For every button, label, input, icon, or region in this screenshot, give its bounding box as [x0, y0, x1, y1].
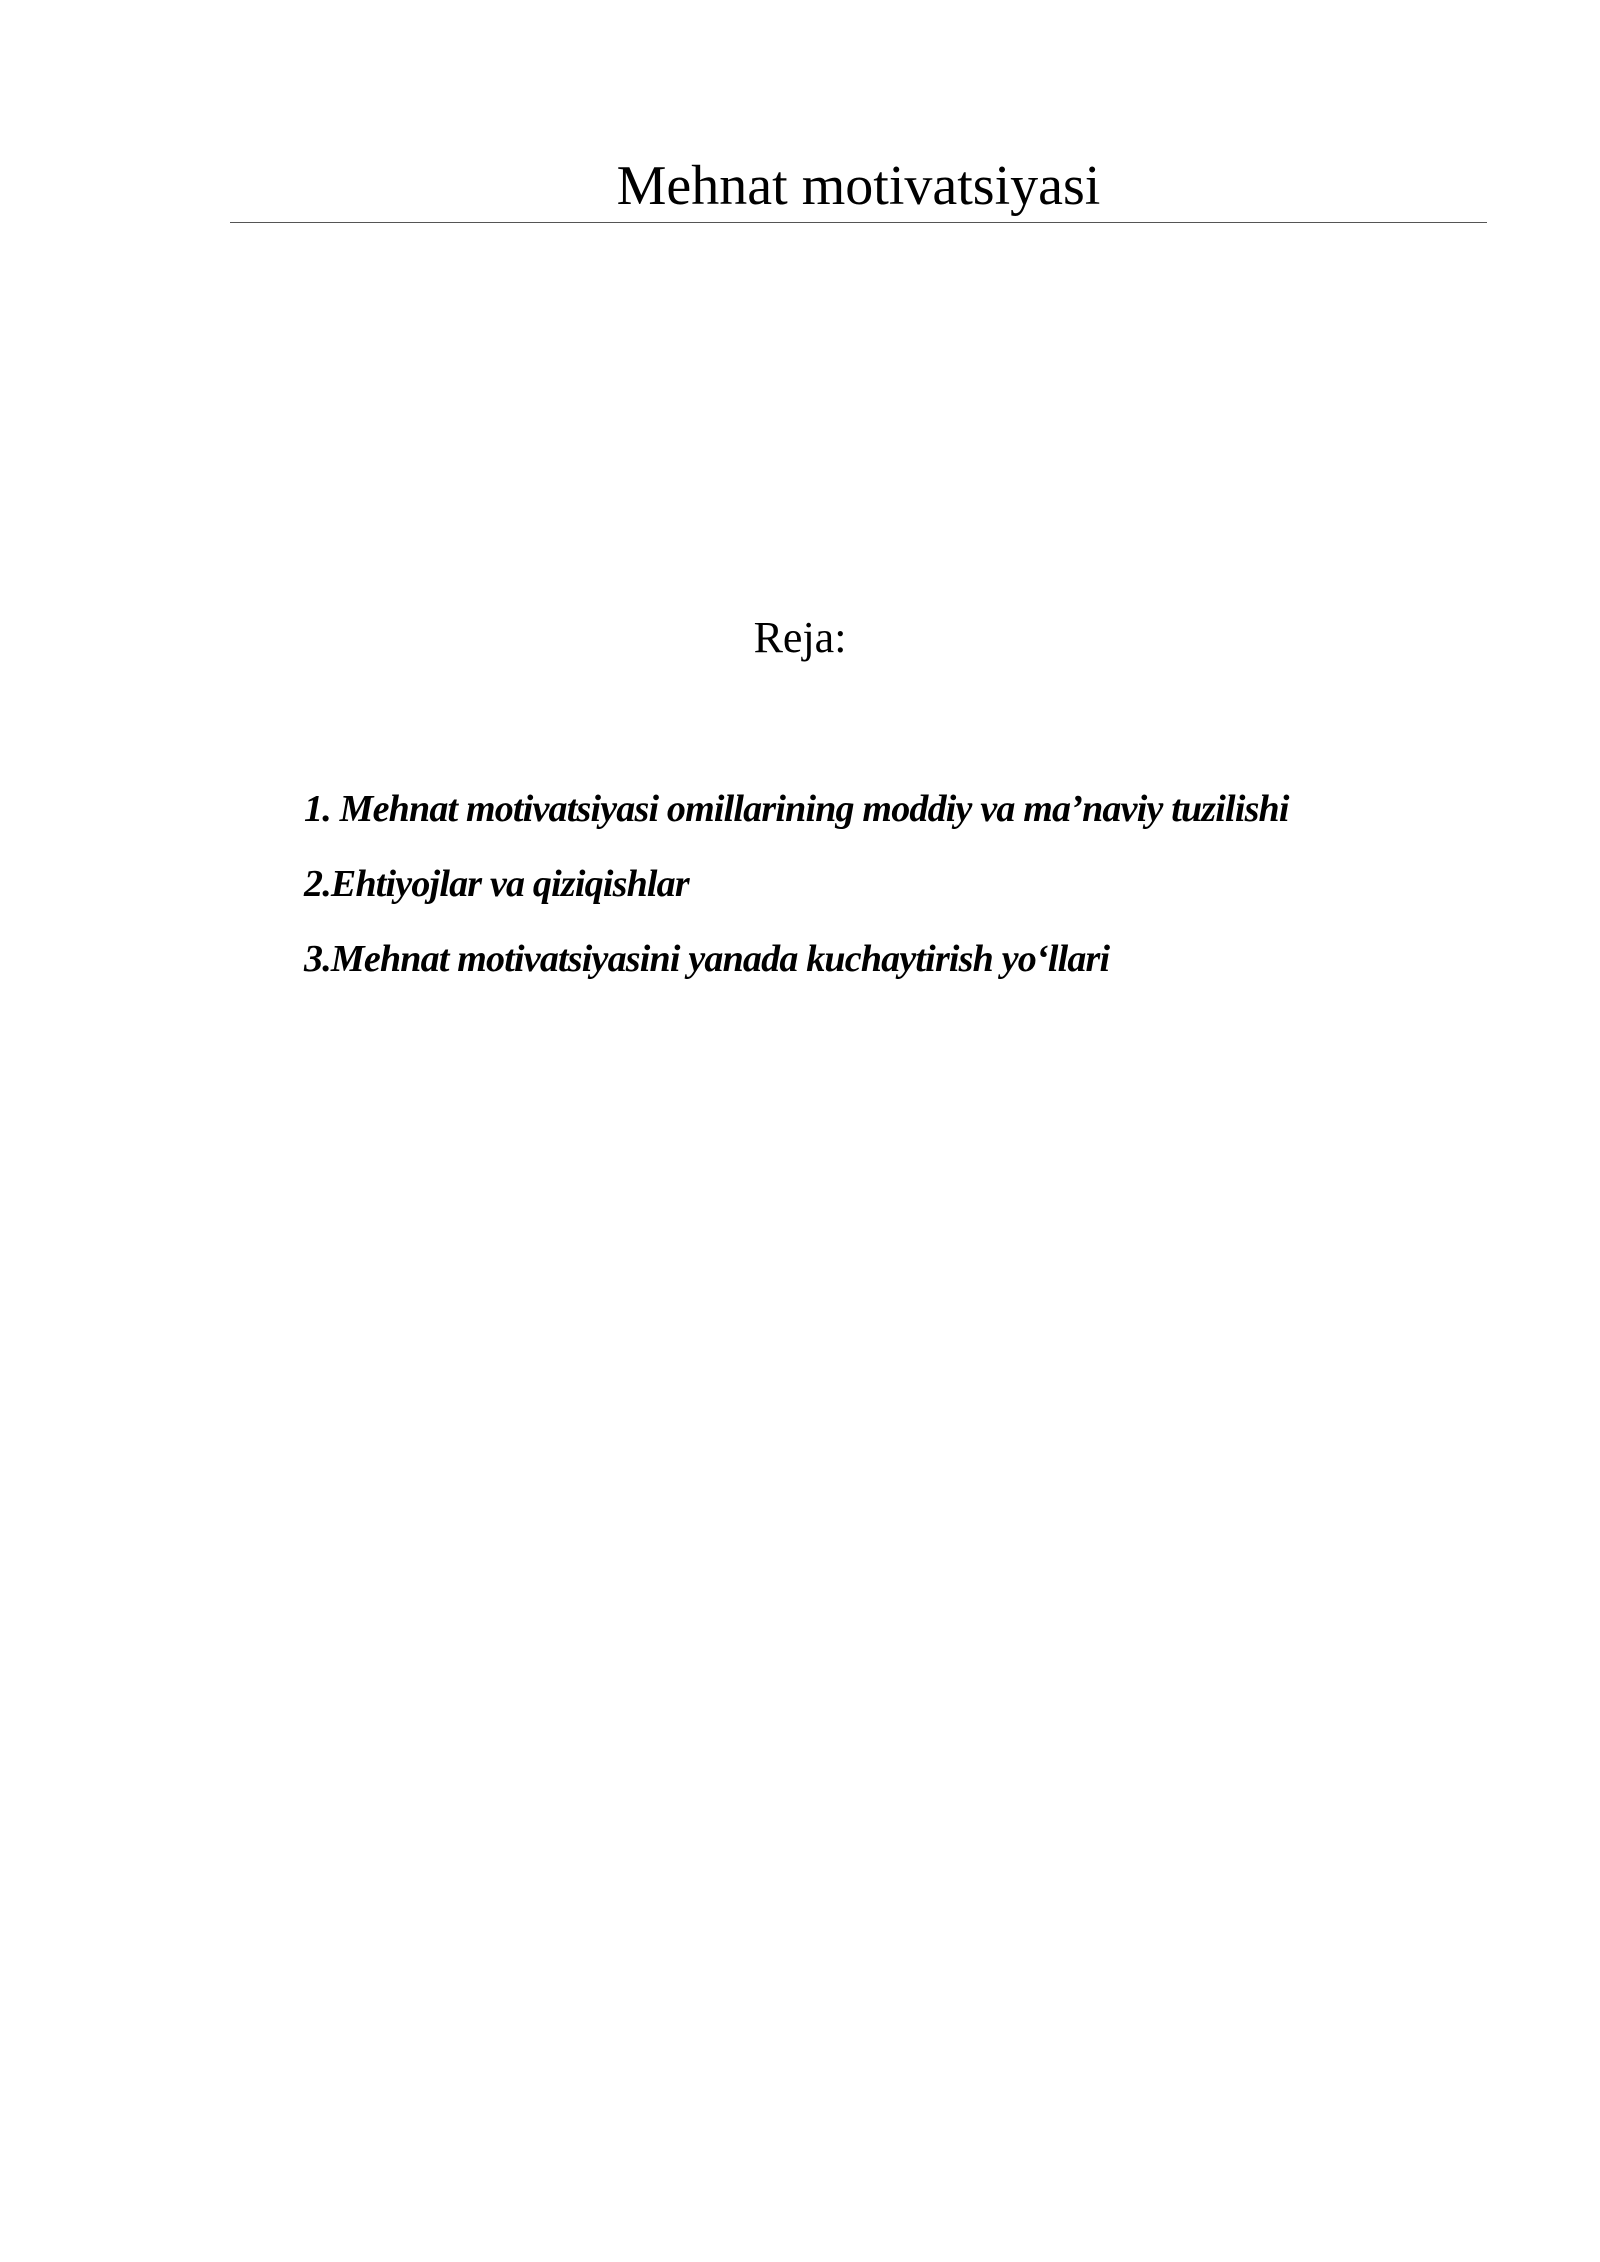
plan-item: 3.Mehnat motivatsiyasini yanada kuchaytirish yo‘llari: [304, 938, 1110, 980]
plan-item: 1. Mehnat motivatsiyasi omillarining moddiy va ma’naviy tuzilishi: [304, 788, 1289, 830]
title-underline: [230, 222, 1487, 223]
document-title: Mehnat motivatsiyasi: [616, 155, 1101, 217]
plan-item: 2.Ehtiyojlar va qiziqishlar: [304, 863, 689, 905]
plan-heading: Reja:: [753, 613, 847, 662]
plan-list: [304, 772, 1504, 997]
